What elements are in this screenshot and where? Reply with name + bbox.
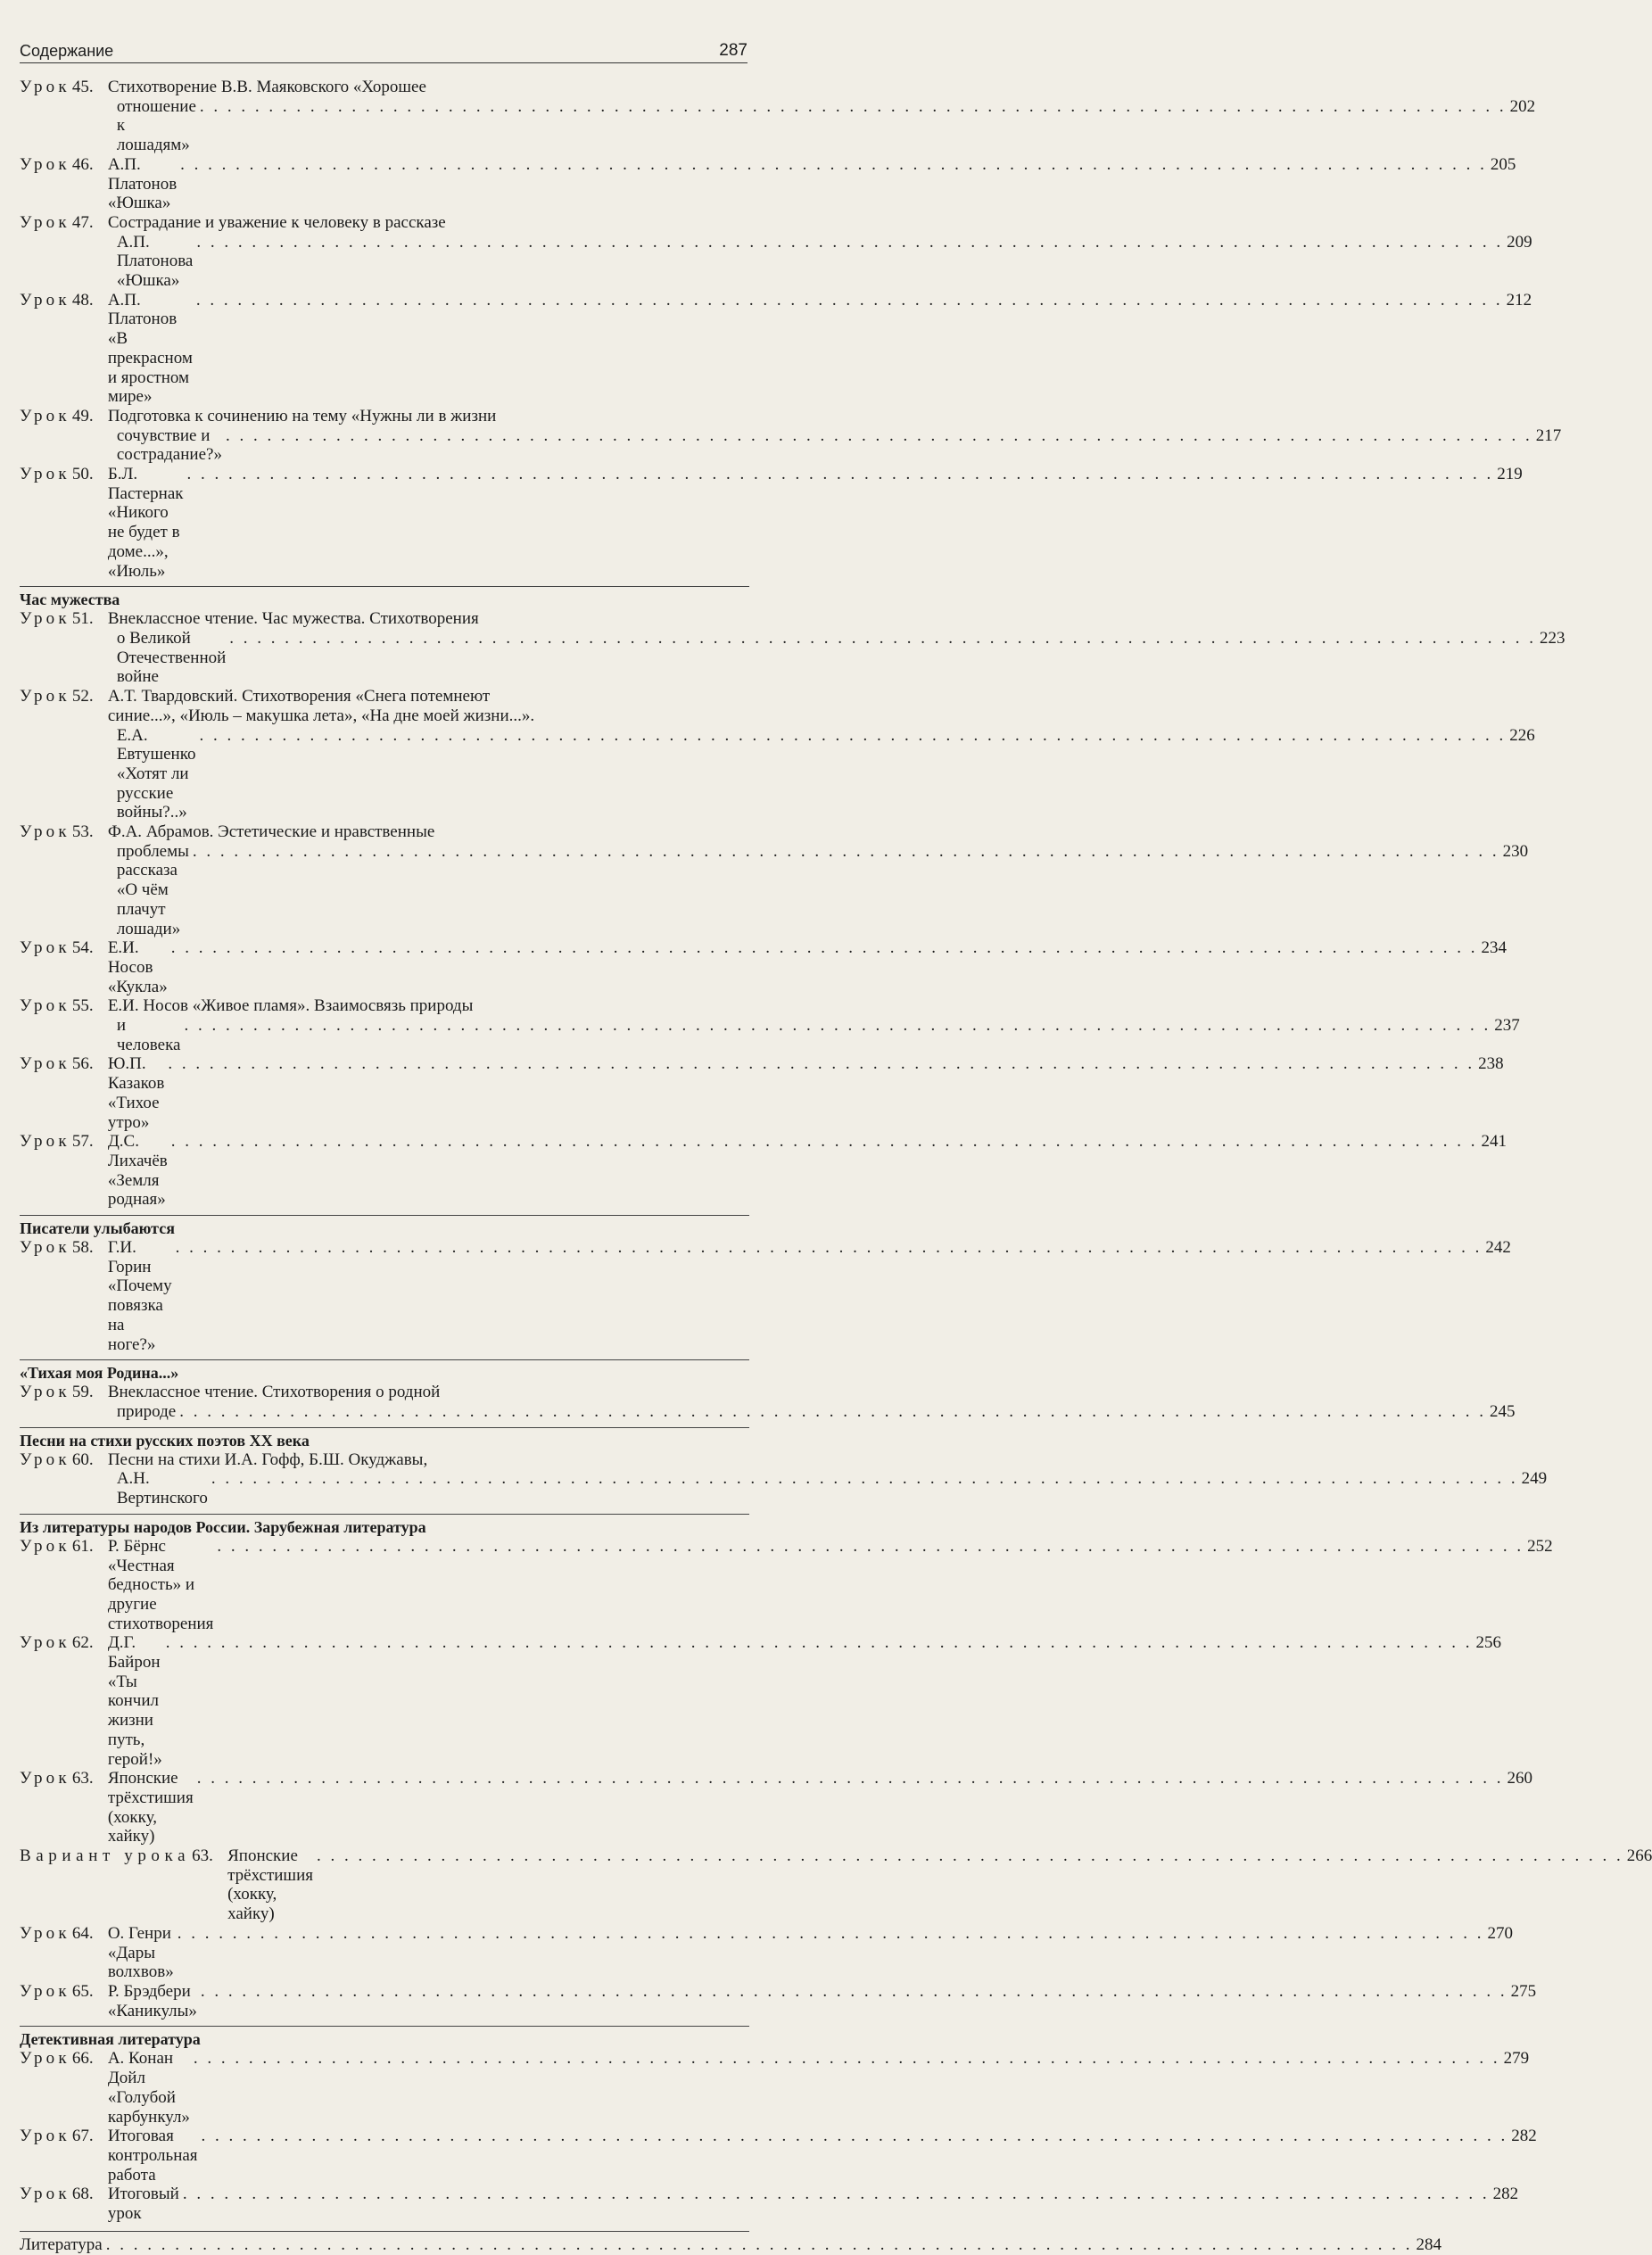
dot-leader: . . . . . . . . . . . . . . . . . . . . . . . . . . . . . . . . . . . . . . . . . . . . . . . . . . . . . . . . . . . . . . . . . . . . . . . . . . . . . . . . . . . . . . . . . . . . . . . — [192, 841, 1499, 861]
page-number: 287 — [719, 41, 748, 60]
section-heading: Час мужества — [20, 586, 749, 609]
lesson-label: Урок — [20, 1769, 70, 1788]
entry-page-number: 270 — [1487, 1923, 1513, 1943]
toc-entry — [20, 154, 1516, 213]
lesson-number: 60. — [71, 1450, 94, 1469]
entry-page-number: 202 — [1509, 96, 1536, 116]
entry-last-line — [108, 1132, 1507, 1210]
entry-title-line: Б.Л. Пастернак «Никого не будет в доме...», «Июль» — [107, 465, 184, 581]
entry-page-number: 252 — [1527, 1536, 1553, 1556]
entry-title-line: Стихотворение В.В. Маяковского «Хорошее — [107, 78, 426, 96]
entry-title-line: А.Т. Твардовский. Стихотворения «Снега потемнеют — [107, 687, 491, 706]
lesson-label: Урок — [20, 1054, 70, 1074]
page-header — [20, 39, 748, 63]
entry-body — [108, 1633, 1501, 1769]
entry-last-line — [108, 938, 1507, 996]
table-of-contents — [20, 78, 1652, 2255]
entry-page-number: 212 — [1506, 290, 1532, 310]
entry-title-line: А.П. Платонова «Юшка» — [116, 232, 194, 291]
dot-leader: . . . . . . . . . . . . . . . . . . . . . . . . . . . . . . . . . . . . . . . . . . . . . . . . . . . . . . . . . . . . . . . . . . . . . . . . . . . . . . . . . . . . . . . . . . . . . . . — [165, 1633, 1473, 1653]
entry-title-line: Песни на стихи И.А. Гофф, Б.Ш. Окуджавы, — [107, 1450, 428, 1469]
lesson-number: 68. — [71, 2185, 94, 2204]
entry-last-line — [108, 1769, 1532, 1846]
lesson-label: Урок — [20, 2127, 70, 2146]
entry-title-line: Е.И. Носов «Живое пламя». Взаимосвязь природы — [107, 996, 474, 1016]
entry-last-line — [108, 1924, 1513, 1982]
entry-last-line — [108, 465, 1523, 581]
entry-title-line: Итоговая контрольная работа — [107, 2127, 198, 2185]
dot-leader: . . . . . . . . . . . . . . . . . . . . . . . . . . . . . . . . . . . . . . . . . . . . . . . . . . . . . . . . . . . . . . . . . . . . . . . . . . . . . . . . . . . . . . . . . . . . . . . — [180, 154, 1487, 174]
lesson-number: 64. — [71, 1923, 94, 1943]
entry-page-number: 234 — [1481, 938, 1507, 958]
entry-body — [108, 2049, 1529, 2127]
lesson-number: 55. — [71, 996, 94, 1016]
lesson-label: Урок — [20, 822, 70, 842]
entry-last-line — [108, 291, 1532, 407]
toc-entry — [20, 996, 1520, 1054]
entry-title-line: Г.И. Горин «Почему повязка на ноге?» — [107, 1238, 172, 1354]
toc-entry — [20, 1769, 1532, 1846]
lesson-number: 49. — [71, 406, 94, 425]
lesson-number: 54. — [71, 938, 94, 958]
entry-page-number: 242 — [1485, 1238, 1511, 1258]
entry-page-number: 260 — [1507, 1769, 1532, 1788]
entry-title-line: Д.Г. Байрон «Ты кончил жизни путь, герой!» — [107, 1633, 162, 1769]
dot-leader: . . . . . . . . . . . . . . . . . . . . . . . . . . . . . . . . . . . . . . . . . . . . . . . . . . . . . . . . . . . . . . . . . . . . . . . . . . . . . . . . . . . . . . . . . . . . . . . — [170, 1132, 1478, 1152]
entry-body — [108, 996, 1520, 1054]
dot-leader: . . . . . . . . . . . . . . . . . . . . . . . . . . . . . . . . . . . . . . . . . . . . . . . . . . . . . . . . . . . . . . . . . . . . . . . . . . . . . . . . . . . . . . . . . . . . . . . — [179, 1402, 1486, 1421]
lesson-label: Урок — [20, 609, 70, 629]
entry-title-line: сочувствие и сострадание?» — [116, 425, 222, 465]
lesson-number: 48. — [71, 290, 94, 310]
lesson-number: 63. — [192, 1846, 213, 1866]
lesson-label: Урок — [20, 687, 70, 706]
toc-entry — [20, 1981, 1537, 2020]
dot-leader: . . . . . . . . . . . . . . . . . . . . . . . . . . . . . . . . . . . . . . . . . . . . . . . . . . . . . . . . . . . . . . . . . . . . . . . . . . . . . . . . . . . . . . . . . . . . . . . — [229, 628, 1537, 648]
entry-page-number: 256 — [1475, 1633, 1502, 1653]
entry-last-line — [108, 629, 1565, 687]
entry-last-line — [108, 2127, 1537, 2185]
entry-title-line: Подготовка к сочинению на тему «Нужны ли в жизни — [107, 406, 497, 425]
lesson-label: Урок — [20, 1633, 70, 1653]
entry-page-number: 282 — [1511, 2127, 1537, 2146]
entry-body — [108, 1924, 1513, 1982]
entry-page-number: 266 — [1626, 1846, 1652, 1866]
lesson-number: 57. — [71, 1132, 94, 1152]
section-heading: «Тихая моя Родина...» — [20, 1359, 749, 1383]
lesson-number: 52. — [71, 687, 94, 706]
lesson-number: 66. — [71, 2049, 94, 2069]
lesson-label: Урок — [20, 465, 70, 484]
dot-leader: . . . . . . . . . . . . . . . . . . . . . . . . . . . . . . . . . . . . . . . . . . . . . . . . . . . . . . . . . . . . . . . . . . . . . . . . . . . . . . . . . . . . . . . . . . . . . . . — [201, 2127, 1508, 2146]
dot-leader: . . . . . . . . . . . . . . . . . . . . . . . . . . . . . . . . . . . . . . . . . . . . . . . . . . . . . . . . . . . . . . . . . . . . . . . . . . . . . . . . . . . . . . . . . . . . . . . — [211, 1469, 1518, 1489]
toc-entry — [20, 1383, 1516, 1421]
dot-leader: . . . . . . . . . . . . . . . . . . . . . . . . . . . . . . . . . . . . . . . . . . . . . . . . . . . . . . . . . . . . . . . . . . . . . . . . . . . . . . . . . . . . . . . . . . . . . . . — [199, 96, 1507, 116]
entry-title-line: природе — [116, 1402, 177, 1421]
toc-entry — [20, 2127, 1537, 2185]
entry-page-number: 245 — [1489, 1402, 1516, 1421]
entry-body — [108, 1132, 1507, 1210]
toc-entry — [20, 465, 1523, 581]
toc-entry — [20, 1923, 1513, 1982]
entry-page-number: 209 — [1507, 232, 1532, 252]
entry-title-line: и человека — [116, 1016, 181, 1054]
lesson-label: Урок — [20, 1383, 70, 1402]
entry-last-line — [108, 726, 1535, 823]
entry-body — [108, 2185, 1518, 2223]
toc-entry — [20, 687, 1535, 822]
entry-body — [108, 407, 1561, 465]
toc-entry — [20, 609, 1565, 687]
entry-title-line: А.П. Платонов «Юшка» — [107, 154, 178, 213]
dot-leader: . . . . . . . . . . . . . . . . . . . . . . . . . . . . . . . . . . . . . . . . . . . . . . . . . . . . . . . . . . . . . . . . . . . . . . . . . . . . . . . . . . . . . . . . . . . . . . . — [186, 465, 1494, 484]
dot-leader: . . . . . . . . . . . . . . . . . . . . . . . . . . . . . . . . . . . . . . . . . . . . . . . . . . . . . . . . . . . . . . . . . . . . . . . . . . . . . . . . . . . . . . . . . . . . . . . — [170, 938, 1478, 958]
entry-last-line — [227, 1846, 1652, 1924]
lesson-number: 63. — [71, 1769, 94, 1788]
lesson-label: Урок — [20, 1450, 70, 1469]
entry-last-line — [108, 842, 1528, 939]
lesson-label: Урок — [20, 212, 70, 232]
section-heading: Песни на стихи русских поэтов XX века — [20, 1427, 749, 1450]
entry-body — [108, 78, 1535, 155]
entry-body — [108, 1537, 1553, 1634]
entry-title-line: Д.С. Лихачёв «Земля родная» — [107, 1132, 168, 1210]
dot-leader: . . . . . . . . . . . . . . . . . . . . . . . . . . . . . . . . . . . . . . . . . . . . . . . . . . . . . . . . . . . . . . . . . . . . . . . . . . . . . . . . . . . . . . . . . . . . . . . — [195, 290, 1503, 310]
lesson-number: 67. — [71, 2127, 94, 2146]
lesson-number: 47. — [71, 212, 94, 232]
lesson-label: Урок — [20, 2185, 70, 2204]
lesson-number: 45. — [71, 78, 94, 96]
entry-body — [108, 155, 1516, 213]
toc-entry-variant — [20, 1846, 1652, 1924]
entry-body — [108, 1383, 1516, 1421]
entry-title-line: Японские трёхстишия (хокку, хайку) — [107, 1769, 194, 1846]
lesson-label: Урок — [20, 996, 70, 1016]
lesson-number: 56. — [71, 1054, 94, 1074]
section-heading: Писатели улыбаются — [20, 1215, 749, 1238]
entry-last-line — [108, 1469, 1547, 1507]
entry-page-number: 241 — [1481, 1132, 1507, 1152]
toc-entry — [20, 1238, 1511, 1354]
entry-last-line — [108, 426, 1561, 465]
entry-last-line — [108, 2185, 1518, 2223]
entry-title-line: Итоговый урок — [107, 2185, 179, 2224]
entry-title-line: Внеклассное чтение. Стихотворения о родной — [107, 1383, 441, 1402]
lesson-number: 65. — [71, 1981, 94, 2001]
section-heading: Детективная литература — [20, 2026, 749, 2049]
entry-title-line: Ю.П. Казаков «Тихое утро» — [107, 1054, 165, 1132]
lesson-label: Урок — [20, 1132, 70, 1152]
entry-title-line: проблемы рассказа «О чём плачут лошади» — [116, 841, 189, 938]
dot-leader: . . . . . . . . . . . . . . . . . . . . . . . . . . . . . . . . . . . . . . . . . . . . . . . . . . . . . . . . . . . . . . . . . . . . . . . . . . . . . . . . . . . . . . . . . . . . . . . — [168, 1054, 1475, 1074]
entry-page-number: 219 — [1497, 465, 1523, 484]
entry-last-line — [108, 1982, 1536, 2020]
entry-title-line: Е.И. Носов «Кукла» — [107, 938, 168, 996]
lesson-number: 58. — [71, 1238, 94, 1258]
dot-leader: . . . . . . . . . . . . . . . . . . . . . . . . . . . . . . . . . . . . . . . . . . . . . . . . . . . . . . . . . . . . . . . . . . . . . . . . . . . . . . . . . . . . . . . . . . . . . . . — [175, 1238, 1483, 1258]
entry-last-line — [108, 1016, 1520, 1054]
entry-page-number: 279 — [1503, 2049, 1530, 2069]
entry-last-line — [108, 1054, 1504, 1132]
entry-title-line: Р. Бёрнс «Честная бедность» и другие стихотворения — [107, 1536, 214, 1633]
dot-leader: . . . . . . . . . . . . . . . . . . . . . . . . . . . . . . . . . . . . . . . . . . . . . . . . . . . . . . . . . . . . . . . . . . . . . . . . . . . . . . . . . . . . . . . . . . . . . . . — [196, 232, 1504, 252]
toc-entry — [20, 1054, 1504, 1132]
entry-body — [108, 1982, 1536, 2020]
dot-leader: . . . . . . . . . . . . . . . . . . . . . . . . . . . . . . . . . . . . . . . . . . . . . . . . . . . . . . . . . . . . . . . . . . . . . . . . . . . . . . . . . . . . . . . . . . . . . . . — [105, 2234, 1413, 2254]
dot-leader: . . . . . . . . . . . . . . . . . . . . . . . . . . . . . . . . . . . . . . . . . . . . . . . . . . . . . . . . . . . . . . . . . . . . . . . . . . . . . . . . . . . . . . . . . . . . . . . — [184, 1016, 1491, 1036]
entry-body — [108, 1054, 1504, 1132]
entry-last-line — [108, 1402, 1516, 1422]
entry-last-line — [108, 155, 1516, 213]
toc-entry — [20, 212, 1532, 291]
entry-body — [108, 465, 1523, 581]
literature-label: Литература — [20, 2234, 103, 2254]
lesson-label: Урок — [20, 406, 70, 425]
entry-title-line: отношение к лошадям» — [116, 96, 196, 155]
entry-title-line: А.П. Платонов «В прекрасном и яростном мире» — [107, 290, 193, 407]
entry-last-line — [108, 97, 1535, 155]
dot-leader: . . . . . . . . . . . . . . . . . . . . . . . . . . . . . . . . . . . . . . . . . . . . . . . . . . . . . . . . . . . . . . . . . . . . . . . . . . . . . . . . . . . . . . . . . . . . . . . — [199, 725, 1507, 745]
lesson-label: Урок — [20, 290, 70, 310]
toc-entry — [20, 1132, 1507, 1210]
lesson-number: 46. — [71, 154, 94, 174]
lesson-label: Урок — [20, 154, 70, 174]
page-title: Содержание — [20, 42, 114, 60]
lesson-label: Урок — [20, 1238, 70, 1258]
lesson-number: 53. — [71, 822, 94, 842]
lesson-number: 50. — [71, 465, 94, 484]
entry-title-line: Сострадание и уважение к человеку в рассказе — [107, 212, 446, 232]
entry-title-line: Внеклассное чтение. Час мужества. Стихотворения — [107, 609, 479, 629]
lesson-label: Урок — [20, 938, 70, 958]
lesson-label: Урок — [20, 1923, 70, 1943]
entry-last-line — [108, 1537, 1553, 1634]
entry-title-line: о Великой Отечественной войне — [116, 628, 227, 687]
entry-page-number: 249 — [1521, 1469, 1548, 1489]
lesson-number: 51. — [71, 609, 94, 629]
dot-leader: . . . . . . . . . . . . . . . . . . . . . . . . . . . . . . . . . . . . . . . . . . . . . . . . . . . . . . . . . . . . . . . . . . . . . . . . . . . . . . . . . . . . . . . . . . . . . . . — [193, 2049, 1500, 2069]
entry-body — [108, 1450, 1547, 1508]
entry-title-line: А. Конан Дойл «Голубой карбункул» — [107, 2049, 190, 2127]
toc-entry — [20, 1536, 1553, 1634]
entry-title-line: Ф.А. Абрамов. Эстетические и нравственные — [107, 822, 435, 842]
section-heading: Из литературы народов России. Зарубежная литература — [20, 1514, 749, 1537]
entry-last-line — [108, 1633, 1501, 1769]
entry-body — [108, 291, 1532, 407]
entry-body — [108, 938, 1507, 996]
toc-entry — [20, 822, 1529, 938]
dot-leader: . . . . . . . . . . . . . . . . . . . . . . . . . . . . . . . . . . . . . . . . . . . . . . . . . . . . . . . . . . . . . . . . . . . . . . . . . . . . . . . . . . . . . . . . . . . . . . . — [200, 1981, 1507, 2001]
lesson-number: 61. — [71, 1536, 94, 1556]
entry-page-number: 282 — [1492, 2185, 1519, 2204]
entry-page-number: 223 — [1540, 628, 1565, 648]
entry-page-number: 226 — [1509, 725, 1535, 745]
entry-page-number: 237 — [1494, 1016, 1520, 1036]
dot-leader: . . . . . . . . . . . . . . . . . . . . . . . . . . . . . . . . . . . . . . . . . . . . . . . . . . . . . . . . . . . . . . . . . . . . . . . . . . . . . . . . . . . . . . . . . . . . . . . — [316, 1846, 1623, 1866]
toc-entry — [20, 290, 1532, 407]
entry-page-number: 275 — [1510, 1981, 1537, 2001]
lesson-label: Урок — [20, 2049, 70, 2069]
toc-entry — [20, 1450, 1548, 1508]
entry-title-line: Е.А. Евтушенко «Хотят ли русские войны?..» — [116, 725, 196, 822]
toc-entry — [20, 2185, 1519, 2224]
dot-leader: . . . . . . . . . . . . . . . . . . . . . . . . . . . . . . . . . . . . . . . . . . . . . . . . . . . . . . . . . . . . . . . . . . . . . . . . . . . . . . . . . . . . . . . . . . . . . . . — [225, 425, 1532, 445]
dot-leader: . . . . . . . . . . . . . . . . . . . . . . . . . . . . . . . . . . . . . . . . . . . . . . . . . . . . . . . . . . . . . . . . . . . . . . . . . . . . . . . . . . . . . . . . . . . . . . . — [177, 1923, 1484, 1943]
entry-body — [108, 2127, 1537, 2185]
entry-body — [108, 609, 1565, 687]
entry-body — [108, 822, 1528, 938]
toc-entry — [20, 406, 1562, 465]
toc-entry-literature — [20, 2231, 1441, 2255]
toc-entry — [20, 1633, 1502, 1769]
lesson-label: Вариант урока — [20, 1846, 191, 1866]
lesson-label: Урок — [20, 78, 70, 96]
entry-body — [108, 687, 1535, 822]
lesson-label: Урок — [20, 1981, 70, 2001]
toc-entry — [20, 78, 1536, 155]
literature-page-number: 284 — [1416, 2234, 1441, 2254]
entry-title-line: А.Н. Вертинского — [116, 1469, 208, 1508]
entry-body — [227, 1846, 1652, 1924]
dot-leader: . . . . . . . . . . . . . . . . . . . . . . . . . . . . . . . . . . . . . . . . . . . . . . . . . . . . . . . . . . . . . . . . . . . . . . . . . . . . . . . . . . . . . . . . . . . . . . . — [196, 1769, 1504, 1788]
entry-last-line — [108, 2049, 1529, 2127]
entry-title-line: О. Генри «Дары волхвов» — [107, 1923, 174, 1982]
entry-body — [108, 1769, 1532, 1846]
entry-body — [108, 1238, 1511, 1354]
entry-body — [108, 213, 1532, 291]
entry-page-number: 205 — [1490, 154, 1516, 174]
toc-entry — [20, 2049, 1530, 2127]
entry-title-line: Японские трёхстишия (хокку, хайку) — [227, 1846, 313, 1924]
lesson-number: 62. — [71, 1633, 94, 1653]
lesson-label: Урок — [20, 1536, 70, 1556]
dot-leader: . . . . . . . . . . . . . . . . . . . . . . . . . . . . . . . . . . . . . . . . . . . . . . . . . . . . . . . . . . . . . . . . . . . . . . . . . . . . . . . . . . . . . . . . . . . . . . . — [182, 2185, 1490, 2204]
entry-last-line — [108, 233, 1532, 291]
entry-page-number: 217 — [1535, 425, 1562, 445]
entry-title-line: синие...», «Июль – макушка лета», «На дне моей жизни...». — [107, 706, 535, 725]
dot-leader: . . . . . . . . . . . . . . . . . . . . . . . . . . . . . . . . . . . . . . . . . . . . . . . . . . . . . . . . . . . . . . . . . . . . . . . . . . . . . . . . . . . . . . . . . . . . . . . — [217, 1536, 1524, 1556]
entry-title-line: Р. Брэдбери «Каникулы» — [107, 1981, 197, 2020]
entry-page-number: 238 — [1478, 1054, 1504, 1074]
entry-last-line — [108, 1238, 1511, 1354]
lesson-number: 59. — [71, 1383, 94, 1402]
toc-entry — [20, 938, 1507, 996]
entry-page-number: 230 — [1502, 841, 1529, 861]
